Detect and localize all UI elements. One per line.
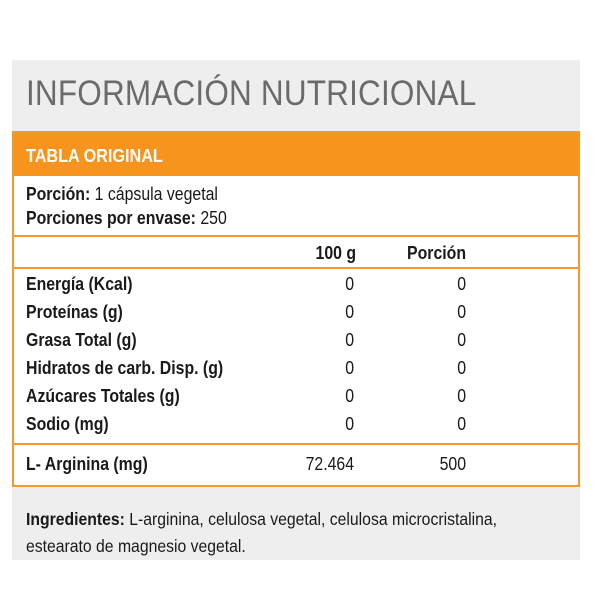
column-header-100g: 100 g <box>315 243 356 263</box>
servings-per-container-label: Porciones por envase: <box>26 208 196 228</box>
nutrient-name: Proteínas (g) <box>26 302 123 322</box>
nutrient-portion: 0 <box>457 274 466 294</box>
nutrient-portion: 500 <box>439 454 466 474</box>
ingredients-line-2: estearato de magnesio vegetal. <box>26 536 246 556</box>
nutrient-name: Energía (Kcal) <box>26 274 133 294</box>
nutrient-per100g: 0 <box>345 414 354 434</box>
table-header-bar <box>14 133 578 176</box>
nutrient-name: Sodio (mg) <box>26 414 109 434</box>
serving-label: Porción: <box>26 184 91 204</box>
nutrient-per100g: 0 <box>345 302 354 322</box>
nutrient-per100g: 0 <box>345 274 354 294</box>
ingredients-label: Ingredientes: <box>26 509 125 529</box>
table-header-label: TABLA ORIGINAL <box>26 146 163 166</box>
nutrient-per100g: 0 <box>345 386 354 406</box>
servings-per-container-value: 250 <box>200 208 227 228</box>
servings-per-container-line <box>26 208 227 229</box>
ingredients-line-1 <box>26 506 512 533</box>
nutrient-portion: 0 <box>457 330 466 350</box>
nutrient-portion: 0 <box>457 414 466 434</box>
serving-value: 1 cápsula vegetal <box>94 184 218 204</box>
nutrient-name: Hidratos de carb. Disp. (g) <box>26 358 224 378</box>
nutrient-portion: 0 <box>457 302 466 322</box>
page-title: INFORMACIÓN NUTRICIONAL <box>26 74 477 113</box>
nutrition-table <box>12 131 580 487</box>
nutrient-per100g: 0 <box>345 330 354 350</box>
column-header-portion: Porción <box>407 243 466 263</box>
nutrient-name: Grasa Total (g) <box>26 330 137 350</box>
serving-line <box>26 184 218 205</box>
ingredients-list-part-1: L-arginina, celulosa vegetal, celulosa microcristalina, <box>129 509 497 529</box>
nutrient-portion: 0 <box>457 386 466 406</box>
divider <box>14 267 578 269</box>
ingredients-text <box>26 506 566 560</box>
nutrient-per100g: 72.464 <box>305 454 354 474</box>
nutrient-name: L- Arginina (mg) <box>26 454 148 474</box>
nutrient-per100g: 0 <box>345 358 354 378</box>
divider <box>14 235 578 237</box>
nutrient-name: Azúcares Totales (g) <box>26 386 180 406</box>
nutrient-portion: 0 <box>457 358 466 378</box>
divider <box>14 443 578 445</box>
